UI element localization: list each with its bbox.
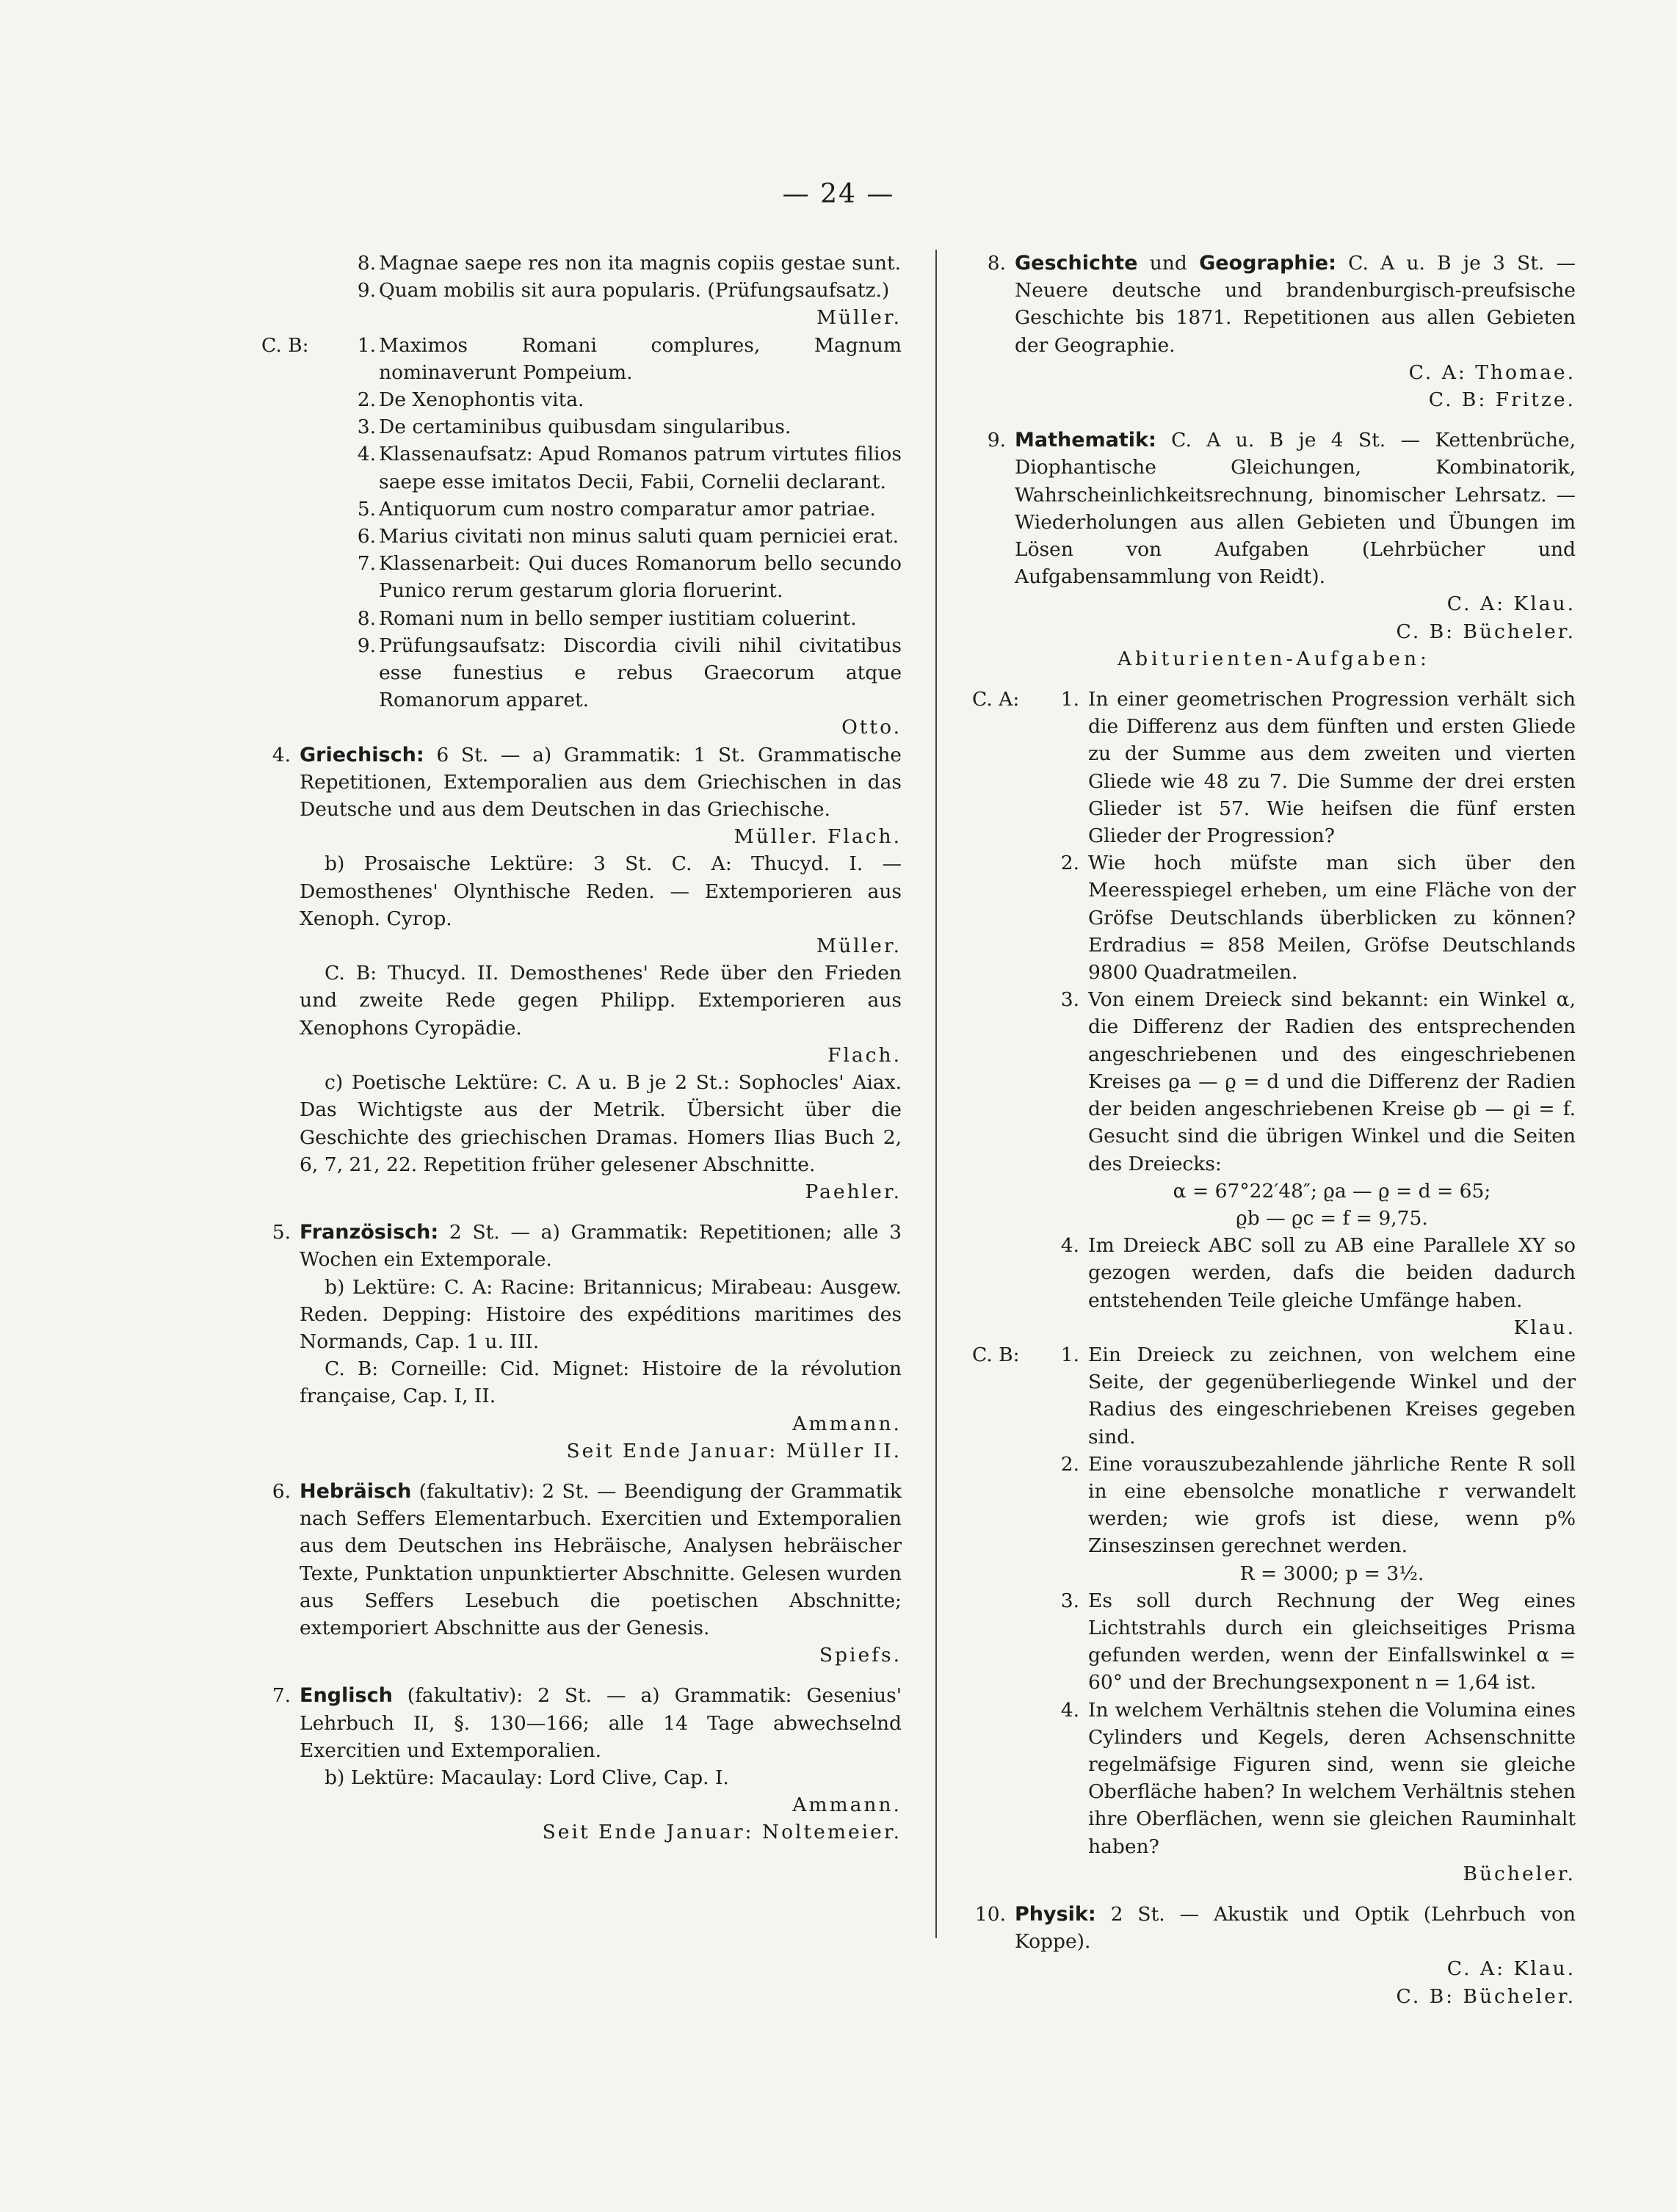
list-item: 3. Von einem Dreieck sind bekannt: ein Winkel α, die Differenz der Radien des entsprechenden angeschriebenen und des eingeschriebenen Kreises ϱa — ϱ = d und die Differenz der Radien der beiden angeschriebenen Kreise ϱb — ϱi = f. Gesucht sind die übrigen Winkel und die Seiten des Dreiecks: α = 67°22′48″; ϱa — ϱ = d = 65; ϱb — ϱc = f = 9,75.: [972, 986, 1576, 1232]
section-title: Griechisch:: [300, 743, 424, 766]
list-item: 2. Eine vorauszubezahlende jährliche Rente R soll in eine ebensolche monatliche r verwandelt werden; wie grofs ist diese, wenn p% Zinseszinsen gerechnet werden. R = 3000; p = 3½.: [972, 1451, 1576, 1587]
teacher-signature: Seit Ende Januar: Noltemeier.: [542, 1821, 902, 1844]
list-item: 9. Quam mobilis sit aura popularis. (Prüfungsaufsatz.) Müller.: [261, 277, 902, 331]
teacher-signature: C. B: Fritze.: [1428, 388, 1576, 412]
list-item: 6. Marius civitati non minus saluti quam perniciei erat.: [357, 525, 899, 548]
formula: R = 3000; p = 3½.: [1239, 1562, 1424, 1585]
list-item: 8. Magnae saepe res non ita magnis copiis gestae sunt.: [357, 252, 902, 275]
teacher-signature: C. B: Bücheler.: [1396, 1984, 1576, 2008]
teacher-signature: C. A: Thomae.: [1408, 360, 1576, 384]
group-label: C. B:: [972, 1343, 1020, 1366]
section-physik: 10. Physik: 2 St. — Akustik und Optik (Lehrbuch von Koppe). C. A: Klau. C. B: Bücheler.: [972, 1901, 1576, 2010]
section-title: Mathematik:: [1015, 429, 1156, 452]
teacher-signature: Bücheler.: [1463, 1862, 1576, 1885]
teacher-signature: Flach.: [827, 1043, 902, 1067]
teacher-signature: C. A: Klau.: [1446, 1957, 1576, 1981]
teacher-signature: Seit Ende Januar: Müller II.: [566, 1439, 902, 1462]
list-item: 4. Im Dreieck ABC soll zu AB eine Parallele XY so gezogen werden, dafs die beiden dadurch entstehenden Teile gleiche Umfänge haben. Klau.: [972, 1232, 1576, 1341]
teacher-signature: Müller.: [816, 935, 902, 958]
list-item: 9. Prüfungsaufsatz: Discordia civili nihil civitatibus esse funestius e rebus Graecorum atque Romanorum apparet. Otto.: [261, 632, 902, 741]
teacher-signature: Ammann.: [792, 1794, 902, 1817]
group-label: C. B:: [261, 333, 309, 357]
section-mathematik: 9. Mathematik: C. A u. B je 4 St. — Kettenbrüche, Diophantische Gleichungen, Kombinatorik, Wahrscheinlichkeitsrechnung, binomischer Lehrsatz. — Wiederholungen aus allen Gebieten und Übungen im Lösen von Aufgaben (Lehrbücher und Aufgabensammlung von Reidt). C. A: Klau. C. B: Bücheler.: [972, 427, 1576, 645]
list-item: 4. In welchem Verhältnis stehen die Volumina eines Cylinders und Kegels, deren Achsenschnitte regelmäfsige Figuren sind, wenn sie gleiche Oberfläche haben? In welchem Verhältnis stehen ihre Oberflächen, wenn sie gleichen Rauminhalt haben? Bücheler.: [972, 1697, 1576, 1888]
section-hebraeisch: 6. Hebräisch (fakultativ): 2 St. — Beendigung der Grammatik nach Seffers Elementarbuch. Exercitien und Extemporalien aus dem Deutschen ins Hebräische, Analysen hebräischer Texte, Punktation unpunktierter Abschnitte. Gelesen wurden aus Seffers Lesebuch die poetischen Abschnitte; extemporiert Abschnitte aus der Genesis. Spiefs.: [261, 1478, 902, 1669]
list-item: 5. Antiquorum cum nostro comparatur amor patriae.: [357, 497, 876, 521]
section-englisch: 7. Englisch (fakultativ): 2 St. — a) Grammatik: Gesenius' Lehrbuch II, §. 130—166; alle 14 Tage abwechselnd Exercitien und Extemporalien. b) Lektüre: Macaulay: Lord Clive, Cap. I. Ammann. Seit Ende Januar: Noltemeier.: [261, 1682, 902, 1846]
teacher-signature: Müller.: [816, 306, 902, 330]
page-number: — 24 —: [782, 179, 895, 209]
list-item: 8. Romani num in bello semper iustitiam coluerint.: [357, 606, 857, 630]
section-title: Geschichte: [1015, 252, 1138, 275]
teacher-signature: Klau.: [1513, 1316, 1576, 1339]
section-griechisch: 4. Griechisch: 6 St. — a) Grammatik: 1 St. Grammatische Repetitionen, Extemporalien aus dem Griechischen in das Deutsche und aus dem Deutschen in das Griechische. Müller. Flach. b) Prosaische Lektüre: 3 St. C. A: Thucyd. I. — Demosthenes' Olynthische Reden. — Extemporieren aus Xenoph. Cyrop. Müller. C. B: Thucyd. II. Demosthenes' Rede über den Frieden und zweite Rede gegen Philipp. Extemporieren aus Xenophons Cyropädie. Flach. c) Poetische Lektüre: C. A u. B je 2 St.: Sophocles' Aiax. Das Wichtigste aus der Metrik. Übersicht über die Geschichte des griechischen Dramas. Homers Ilias Buch 2, 6, 7, 21, 22. Repetition früher gelesener Abschnitte. Paehler.: [261, 741, 902, 1205]
section-title: Englisch: [300, 1684, 393, 1708]
teacher-signature: C. A: Klau.: [1446, 592, 1576, 616]
list-item: 3. Es soll durch Rechnung der Weg eines Lichtstrahls durch ein gleichseitiges Prisma gefunden werden, wenn der Einfallswinkel α = 60° und der Brechungsexponent n = 1,64 ist.: [1060, 1589, 1576, 1694]
teacher-signature: Paehler.: [805, 1180, 902, 1203]
abitur-heading: Abiturienten-Aufgaben:: [1118, 647, 1430, 670]
formula: ϱb — ϱc = f = 9,75.: [1236, 1206, 1428, 1230]
list-item: 2. De Xenophontis vita.: [357, 388, 584, 412]
section-title: Physik:: [1015, 1902, 1096, 1926]
section-title: Hebräisch: [300, 1479, 412, 1503]
list-item: 4. Klassenaufsatz: Apud Romanos patrum virtutes filios saepe esse imitatos Decii, Fabii, Cornelii declarant.: [357, 443, 902, 493]
list-item: 3. De certaminibus quibusdam singularibus.: [357, 416, 792, 439]
right-column: [972, 250, 1576, 2010]
left-column: [261, 250, 902, 1846]
teacher-signature: Spiefs.: [819, 1644, 902, 1667]
section-franzoesisch: 5. Französisch: 2 St. — a) Grammatik: Repetitionen; alle 3 Wochen ein Extemporale. b) Lektüre: C. A: Racine: Britannicus; Mirabeau: Ausgew. Reden. Depping: Histoire des expéditions maritimes des Normands, Cap. 1 u. III. C. B: Corneille: Cid. Mignet: Histoire de la révolution française, Cap. I, II. Ammann. Seit Ende Januar: Müller II.: [261, 1219, 902, 1465]
list-item: C. B: 1. Ein Dreieck zu zeichnen, von welchem eine Seite, der gegenüberliegende Winkel und der Radius des eingeschriebenen Kreises gegeben sind.: [972, 1341, 1576, 1451]
formula: α = 67°22′48″; ϱa — ϱ = d = 65;: [1173, 1179, 1491, 1203]
section-geschichte: 8. Geschichte und Geographie: C. A u. B je 3 St. — Neuere deutsche und brandenburgisch-preufsische Geschichte bis 1871. Repetitionen aus allen Gebieten der Geographie. C. A: Thomae. C. B: Fritze.: [972, 250, 1576, 413]
teacher-signature: C. B: Bücheler.: [1396, 620, 1576, 643]
group-label: C. A:: [972, 688, 1020, 711]
list-item: C. A: 1. In einer geometrischen Progression verhält sich die Differenz aus dem fünften und ersten Gliede zu der Summe aus dem zweiten und vierten Gliede wie 48 zu 7. Die Summe der drei ersten Glieder ist 57. Wie heifsen die fünf ersten Glieder der Progression?: [972, 686, 1576, 849]
teacher-signature: Müller. Flach.: [734, 825, 902, 849]
teacher-signature: Otto.: [841, 716, 902, 739]
list-item: 7. Klassenarbeit: Qui duces Romanorum bello secundo Punico rerum gestarum gloria floruerint.: [357, 552, 902, 603]
section-title: Französisch:: [300, 1221, 439, 1244]
list-item: C. B: 1. Maximos Romani complures, Magnum nominaverunt Pompeium.: [261, 332, 902, 386]
list-item: 2. Wie hoch müfste man sich über den Meeresspiegel erheben, um eine Fläche von der Gröfse Deutschlands überblicken zu können? Erdradius = 858 Meilen, Gröfse Deutschlands 9800 Quadratmeilen.: [1060, 852, 1576, 984]
teacher-signature: Ammann.: [792, 1412, 902, 1435]
column-divider: [935, 250, 937, 1938]
